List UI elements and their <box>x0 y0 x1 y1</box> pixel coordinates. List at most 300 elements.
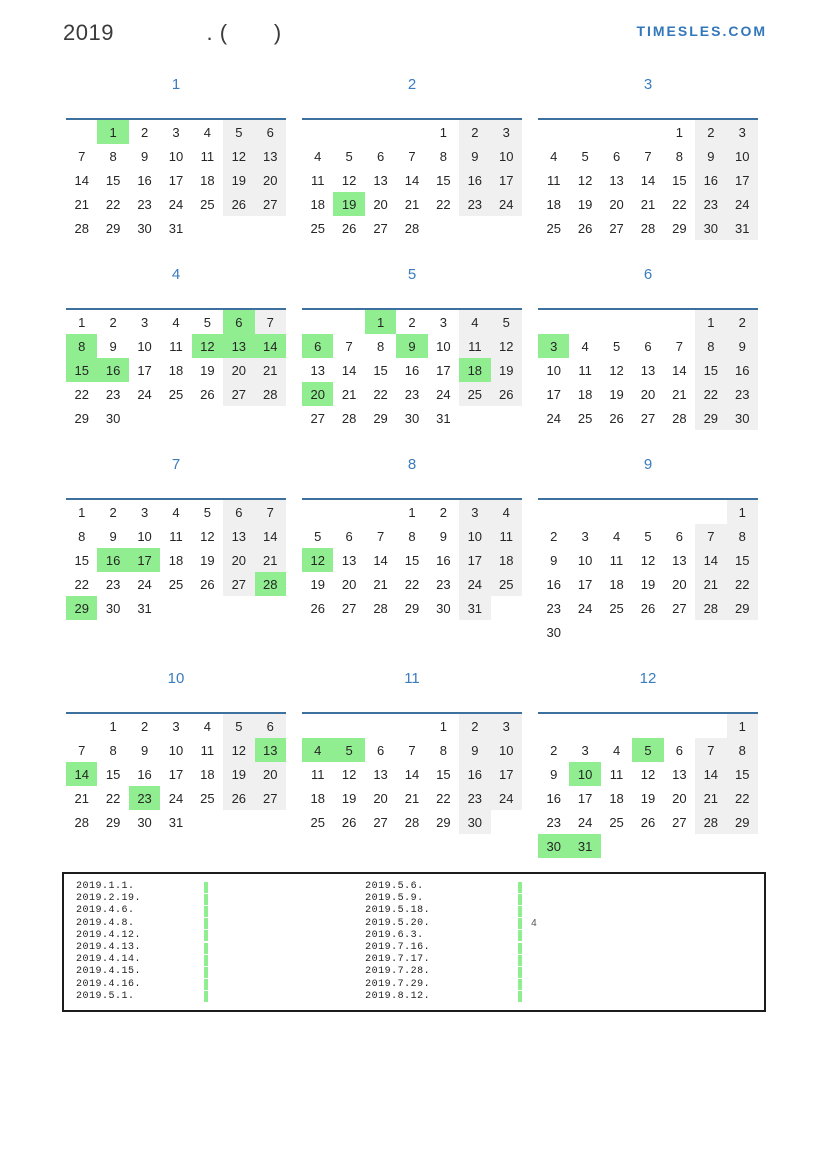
legend-entry <box>76 991 365 1003</box>
month-number-label: 3 <box>643 76 653 93</box>
day-cell: 25 <box>609 814 624 830</box>
empty-cell <box>160 406 191 430</box>
day-cell: 23 <box>137 196 152 212</box>
empty-cell <box>66 713 97 738</box>
day-cell: 3 <box>140 314 149 330</box>
week-row <box>302 596 522 620</box>
empty-cell <box>695 713 726 738</box>
day-cell: 26 <box>223 192 254 216</box>
legend-date: 2019.5.1. <box>76 990 135 1002</box>
day-cell: 23 <box>105 386 121 402</box>
day-cell: 1 <box>439 124 448 140</box>
day-cell: 22 <box>436 196 451 212</box>
day-cell: 8 <box>78 528 86 544</box>
day-cell: 12 <box>223 738 254 762</box>
day-cell: 24 <box>727 192 758 216</box>
day-cell: 22 <box>727 786 758 810</box>
highlight-swatch <box>518 882 522 893</box>
week-row <box>538 119 758 144</box>
day-cell: 28 <box>404 814 420 830</box>
highlight-swatch <box>518 979 522 990</box>
legend-date: 2019.4.8. <box>76 917 135 929</box>
day-cell: 5 <box>333 738 364 762</box>
day-cell: 21 <box>404 196 420 212</box>
legend-date: 2019.7.28. <box>365 966 431 978</box>
legend-date: 2019.4.6. <box>76 905 135 917</box>
month-7 <box>66 456 286 644</box>
day-cell: 4 <box>612 742 621 758</box>
day-cell: 17 <box>168 172 184 188</box>
legend-date: 2019.2.19. <box>76 893 142 905</box>
day-cell: 15 <box>404 552 420 568</box>
empty-cell <box>491 810 522 834</box>
day-cell: 5 <box>644 528 652 544</box>
legend-entry <box>76 881 365 893</box>
month-8 <box>302 456 522 644</box>
highlight-swatch <box>518 967 522 978</box>
day-cell: 27 <box>255 786 286 810</box>
day-cell: 11 <box>459 334 490 358</box>
day-cell: 14 <box>373 552 388 568</box>
day-cell: 10 <box>546 362 561 378</box>
week-row <box>66 713 286 738</box>
day-cell: 2 <box>109 314 117 330</box>
day-cell: 29 <box>672 220 687 236</box>
week-row <box>538 382 758 406</box>
day-cell: 3 <box>491 713 522 738</box>
day-cell: 2 <box>140 124 149 140</box>
day-cell: 20 <box>255 762 286 786</box>
day-cell: 19 <box>640 790 656 806</box>
day-cell: 7 <box>255 309 286 334</box>
day-cell: 21 <box>695 786 726 810</box>
day-cell: 21 <box>74 196 89 212</box>
day-cell: 31 <box>436 410 451 426</box>
day-cell: 4 <box>203 718 212 734</box>
week-row <box>538 548 758 572</box>
day-cell: 29 <box>436 814 451 830</box>
day-cell: 4 <box>172 504 180 520</box>
day-cell: 11 <box>609 552 624 568</box>
day-cell: 27 <box>373 814 388 830</box>
day-cell: 20 <box>255 168 286 192</box>
day-cell: 30 <box>105 410 121 426</box>
day-cell: 26 <box>223 786 254 810</box>
week-row <box>302 499 522 524</box>
day-cell: 23 <box>459 786 490 810</box>
week-row <box>66 406 286 430</box>
week-row <box>66 738 286 762</box>
day-cell: 16 <box>695 168 726 192</box>
day-cell: 7 <box>644 148 652 164</box>
legend-entry <box>365 954 764 966</box>
day-cell: 8 <box>439 148 448 164</box>
week-row <box>302 738 522 762</box>
day-cell: 8 <box>727 524 758 548</box>
legend-entry <box>365 979 764 991</box>
day-cell: 9 <box>439 528 448 544</box>
day-cell: 4 <box>550 148 558 164</box>
highlight-swatch <box>204 894 208 905</box>
day-cell: 18 <box>546 196 561 212</box>
day-cell: 15 <box>105 172 121 188</box>
week-row <box>538 144 758 168</box>
day-cell: 21 <box>255 548 286 572</box>
day-cell: 25 <box>168 576 184 592</box>
month-table <box>302 498 522 620</box>
day-cell: 24 <box>168 196 184 212</box>
empty-cell <box>601 119 632 144</box>
day-cell: 15 <box>436 766 451 782</box>
month-4 <box>66 266 286 430</box>
highlight-swatch <box>204 930 208 941</box>
day-cell: 6 <box>612 148 621 164</box>
week-row <box>538 309 758 334</box>
page-title: 2019 . ( ) <box>63 20 282 45</box>
day-cell: 26 <box>577 220 593 236</box>
day-cell: 16 <box>404 362 420 378</box>
legend-date: 2019.5.6. <box>365 881 424 893</box>
week-row <box>302 119 522 144</box>
day-cell: 20 <box>640 386 656 402</box>
day-cell: 13 <box>223 524 254 548</box>
empty-cell <box>491 406 522 430</box>
day-cell: 31 <box>168 814 184 830</box>
week-row <box>538 572 758 596</box>
day-cell: 2 <box>439 504 448 520</box>
day-cell: 19 <box>333 192 364 216</box>
week-row <box>66 358 286 382</box>
day-cell: 20 <box>672 576 687 592</box>
empty-cell <box>396 713 427 738</box>
week-row <box>66 216 286 240</box>
day-cell: 1 <box>78 504 86 520</box>
week-row <box>66 572 286 596</box>
day-cell: 15 <box>105 766 121 782</box>
week-row <box>66 810 286 834</box>
day-cell: 12 <box>491 334 522 358</box>
day-cell: 3 <box>172 124 180 140</box>
day-cell: 25 <box>546 220 561 236</box>
empty-cell <box>160 596 191 620</box>
week-row <box>66 548 286 572</box>
day-cell: 28 <box>672 410 687 426</box>
day-cell: 24 <box>436 386 451 402</box>
day-cell: 27 <box>672 814 687 830</box>
month-3 <box>538 76 758 240</box>
empty-cell <box>695 834 726 858</box>
empty-cell <box>538 499 569 524</box>
day-cell: 30 <box>137 814 152 830</box>
day-cell: 6 <box>255 119 286 144</box>
day-cell: 2 <box>140 718 149 734</box>
week-row <box>302 762 522 786</box>
day-cell: 18 <box>609 576 624 592</box>
empty-cell <box>569 119 600 144</box>
day-cell: 30 <box>137 220 152 236</box>
day-cell: 3 <box>581 528 589 544</box>
day-cell: 19 <box>310 576 325 592</box>
week-row <box>538 406 758 430</box>
day-cell: 1 <box>727 713 758 738</box>
day-cell: 13 <box>672 766 687 782</box>
legend-entry <box>76 930 365 942</box>
highlight-swatch <box>204 943 208 954</box>
highlight-swatch <box>204 906 208 917</box>
day-cell: 27 <box>223 572 254 596</box>
day-cell: 27 <box>609 220 624 236</box>
day-cell: 28 <box>74 220 89 236</box>
day-cell: 30 <box>105 600 121 616</box>
highlight-swatch <box>518 930 522 941</box>
day-cell: 11 <box>609 766 624 782</box>
day-cell: 19 <box>223 762 254 786</box>
day-cell: 14 <box>66 762 97 786</box>
day-cell: 9 <box>109 528 117 544</box>
empty-cell <box>255 810 286 834</box>
day-cell: 23 <box>105 576 121 592</box>
month-table <box>66 118 286 240</box>
day-cell: 10 <box>491 738 522 762</box>
empty-cell <box>632 713 663 738</box>
day-cell: 22 <box>436 790 451 806</box>
day-cell: 26 <box>200 386 215 402</box>
month-number-label: 5 <box>407 266 417 283</box>
week-row <box>302 548 522 572</box>
day-cell: 9 <box>459 144 490 168</box>
empty-cell <box>333 119 364 144</box>
empty-cell <box>538 713 569 738</box>
day-cell: 11 <box>169 528 183 544</box>
day-cell: 7 <box>78 148 86 164</box>
day-cell: 13 <box>255 738 286 762</box>
day-cell: 29 <box>66 596 97 620</box>
day-cell: 30 <box>436 600 451 616</box>
day-cell: 5 <box>223 119 254 144</box>
day-cell: 3 <box>538 334 569 358</box>
empty-cell <box>192 810 223 834</box>
day-cell: 29 <box>695 406 726 430</box>
day-cell: 12 <box>200 528 215 544</box>
week-row <box>538 620 758 644</box>
empty-cell <box>601 713 632 738</box>
month-table <box>538 308 758 430</box>
day-cell: 19 <box>640 576 656 592</box>
day-cell: 26 <box>341 220 357 236</box>
day-cell: 10 <box>436 338 451 354</box>
day-cell: 14 <box>695 548 726 572</box>
legend-date: 2019.7.17. <box>365 954 431 966</box>
legend-date: 2019.8.12. <box>365 990 431 1002</box>
legend-date: 2019.4.14. <box>76 954 142 966</box>
week-row <box>538 358 758 382</box>
day-cell: 7 <box>78 742 86 758</box>
day-cell: 12 <box>640 766 656 782</box>
legend-entry <box>76 954 365 966</box>
day-cell: 13 <box>373 766 388 782</box>
empty-cell <box>223 596 254 620</box>
day-cell: 17 <box>129 548 160 572</box>
day-cell: 27 <box>255 192 286 216</box>
day-cell: 30 <box>727 406 758 430</box>
day-cell: 9 <box>550 552 558 568</box>
day-cell: 25 <box>310 814 325 830</box>
legend-entry <box>365 905 764 917</box>
day-cell: 22 <box>373 386 388 402</box>
day-cell: 16 <box>97 358 128 382</box>
day-cell: 28 <box>695 810 726 834</box>
empty-cell <box>333 713 364 738</box>
day-cell: 22 <box>74 386 89 402</box>
day-cell: 24 <box>168 790 184 806</box>
day-cell: 20 <box>223 358 254 382</box>
day-cell: 3 <box>581 742 589 758</box>
day-cell: 18 <box>310 790 325 806</box>
day-cell: 4 <box>581 338 589 354</box>
day-cell: 26 <box>491 382 522 406</box>
day-cell: 29 <box>105 220 121 236</box>
day-cell: 10 <box>491 144 522 168</box>
empty-cell <box>664 499 695 524</box>
legend-date: 2019.7.29. <box>365 978 431 990</box>
day-cell: 5 <box>314 528 322 544</box>
day-cell: 17 <box>459 548 490 572</box>
day-cell: 16 <box>97 548 128 572</box>
day-cell: 3 <box>459 499 490 524</box>
day-cell: 7 <box>695 738 726 762</box>
highlight-swatch <box>204 955 208 966</box>
empty-cell <box>632 119 663 144</box>
day-cell: 17 <box>168 766 184 782</box>
day-cell: 16 <box>137 766 152 782</box>
week-row <box>66 168 286 192</box>
day-cell: 16 <box>137 172 152 188</box>
day-cell: 17 <box>546 386 561 402</box>
legend-date: 2019.5.20. <box>365 917 431 929</box>
day-cell: 15 <box>672 172 687 188</box>
week-row <box>302 358 522 382</box>
empty-cell <box>302 499 333 524</box>
day-cell: 5 <box>612 338 621 354</box>
day-cell: 30 <box>538 834 569 858</box>
day-cell: 24 <box>137 576 152 592</box>
day-cell: 9 <box>109 338 117 354</box>
day-cell: 10 <box>168 148 184 164</box>
day-cell: 8 <box>376 338 385 354</box>
day-cell: 20 <box>223 548 254 572</box>
day-cell: 19 <box>200 552 215 568</box>
day-cell: 18 <box>459 358 490 382</box>
day-cell: 18 <box>609 790 624 806</box>
month-number-label: 11 <box>404 670 420 687</box>
day-cell: 7 <box>255 499 286 524</box>
legend-entry <box>76 905 365 917</box>
week-row <box>302 334 522 358</box>
day-cell: 21 <box>255 358 286 382</box>
day-cell: 8 <box>727 738 758 762</box>
month-table <box>66 498 286 620</box>
day-cell: 15 <box>74 552 89 568</box>
day-cell: 16 <box>727 358 758 382</box>
day-cell: 7 <box>345 338 353 354</box>
day-cell: 6 <box>675 528 684 544</box>
day-cell: 9 <box>140 742 149 758</box>
month-10 <box>66 670 286 858</box>
day-cell: 11 <box>578 362 592 378</box>
legend-entry <box>365 942 764 954</box>
day-cell: 12 <box>192 334 223 358</box>
week-row <box>538 192 758 216</box>
day-cell: 14 <box>255 334 286 358</box>
day-cell: 20 <box>609 196 624 212</box>
empty-cell <box>255 596 286 620</box>
day-cell: 6 <box>223 309 254 334</box>
day-cell: 22 <box>105 196 121 212</box>
day-cell: 12 <box>341 172 357 188</box>
day-cell: 17 <box>491 762 522 786</box>
empty-cell <box>569 713 600 738</box>
day-cell: 13 <box>341 552 357 568</box>
week-row <box>66 382 286 406</box>
day-cell: 28 <box>255 572 286 596</box>
day-cell: 31 <box>727 216 758 240</box>
day-cell: 20 <box>672 790 687 806</box>
empty-cell <box>365 499 396 524</box>
day-cell: 6 <box>255 713 286 738</box>
day-cell: 1 <box>97 119 128 144</box>
day-cell: 27 <box>640 410 656 426</box>
day-cell: 10 <box>577 552 593 568</box>
month-table <box>538 498 758 644</box>
day-cell: 8 <box>109 148 117 164</box>
day-cell: 6 <box>302 334 333 358</box>
day-cell: 1 <box>695 309 726 334</box>
day-cell: 21 <box>341 386 357 402</box>
day-cell: 8 <box>675 148 684 164</box>
day-cell: 31 <box>168 220 184 236</box>
legend-entry <box>365 918 764 930</box>
week-row <box>538 834 758 858</box>
day-cell: 9 <box>550 766 558 782</box>
empty-cell <box>632 499 663 524</box>
day-cell: 29 <box>74 410 89 426</box>
day-cell: 29 <box>404 600 420 616</box>
day-cell: 24 <box>577 600 593 616</box>
day-cell: 22 <box>404 576 420 592</box>
day-cell: 28 <box>74 814 89 830</box>
empty-cell <box>459 406 490 430</box>
day-cell: 13 <box>672 552 687 568</box>
week-row <box>66 524 286 548</box>
empty-cell <box>601 834 632 858</box>
day-cell: 25 <box>200 790 215 806</box>
day-cell: 8 <box>439 742 448 758</box>
month-number-label: 9 <box>643 456 653 473</box>
day-cell: 1 <box>727 499 758 524</box>
legend-date: 2019.1.1. <box>76 881 135 893</box>
day-cell: 19 <box>577 196 593 212</box>
timesles-logo-link[interactable]: TIMESLES.COM <box>636 23 767 39</box>
day-cell: 6 <box>376 742 385 758</box>
day-cell: 8 <box>695 334 726 358</box>
legend-entry <box>76 918 365 930</box>
day-cell: 13 <box>255 144 286 168</box>
day-cell: 25 <box>577 410 593 426</box>
day-cell: 19 <box>341 790 357 806</box>
week-row <box>538 713 758 738</box>
week-row <box>538 499 758 524</box>
month-table <box>66 308 286 430</box>
